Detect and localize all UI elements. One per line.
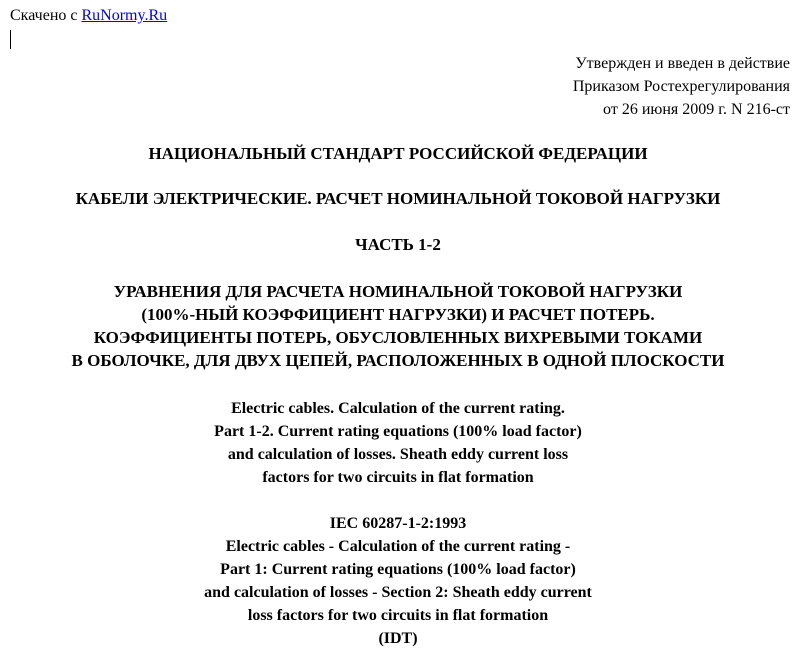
part-heading: ЧАСТЬ 1-2 bbox=[355, 235, 441, 254]
english-title bbox=[0, 397, 796, 489]
iec-line: Electric cables - Calculation of the current rating - bbox=[225, 538, 571, 555]
source-prefix: Скачено с bbox=[10, 7, 82, 24]
approval-block bbox=[573, 52, 790, 121]
text-cursor bbox=[10, 30, 11, 49]
iec-line: Part 1: Current rating equations (100% load factor) bbox=[220, 561, 576, 578]
approval-line: Утвержден и введен в действие bbox=[575, 55, 790, 72]
source-link[interactable]: RuNormy.Ru bbox=[81, 7, 168, 24]
cables-heading: КАБЕЛИ ЭЛЕКТРИЧЕСКИЕ. РАСЧЕТ НОМИНАЛЬНОЙ ТОКОВОЙ НАГРУЗКИ bbox=[75, 189, 721, 208]
equations-line: КОЭФФИЦИЕНТЫ ПОТЕРЬ, ОБУСЛОВЛЕННЫХ ВИХРЕВЫМИ ТОКАМИ bbox=[93, 328, 703, 347]
english-title-line: factors for two circuits in flat formation bbox=[262, 469, 534, 486]
iec-line: loss factors for two circuits in flat formation bbox=[247, 607, 549, 624]
source-line bbox=[10, 6, 167, 26]
english-title-line: and calculation of losses. Sheath eddy current loss bbox=[227, 446, 569, 463]
approval-line: от 26 июня 2009 г. N 216-ст bbox=[603, 101, 790, 118]
iec-code: IEC 60287-1-2:1993 bbox=[329, 515, 467, 532]
standard-heading: НАЦИОНАЛЬНЫЙ СТАНДАРТ РОССИЙСКОЙ ФЕДЕРАЦИИ bbox=[148, 144, 648, 163]
approval-line: Приказом Ростехрегулирования bbox=[572, 78, 790, 95]
iec-reference bbox=[0, 512, 796, 650]
english-title-line: Electric cables. Calculation of the current rating. bbox=[231, 400, 565, 417]
equations-line: (100%-НЫЙ КОЭФФИЦИЕНТ НАГРУЗКИ) И РАСЧЕТ ПОТЕРЬ. bbox=[141, 305, 655, 324]
equations-line: УРАВНЕНИЯ ДЛЯ РАСЧЕТА НОМИНАЛЬНОЙ ТОКОВОЙ НАГРУЗКИ bbox=[113, 282, 683, 301]
iec-idt: (IDT) bbox=[378, 630, 418, 647]
iec-line: and calculation of losses - Section 2: Sheath eddy current bbox=[204, 584, 592, 601]
english-title-line: Part 1-2. Current rating equations (100% load factor) bbox=[214, 423, 582, 440]
equations-heading bbox=[0, 280, 796, 372]
equations-line: В ОБОЛОЧКЕ, ДЛЯ ДВУХ ЦЕПЕЙ, РАСПОЛОЖЕННЫХ В ОДНОЙ ПЛОСКОСТИ bbox=[71, 351, 725, 370]
